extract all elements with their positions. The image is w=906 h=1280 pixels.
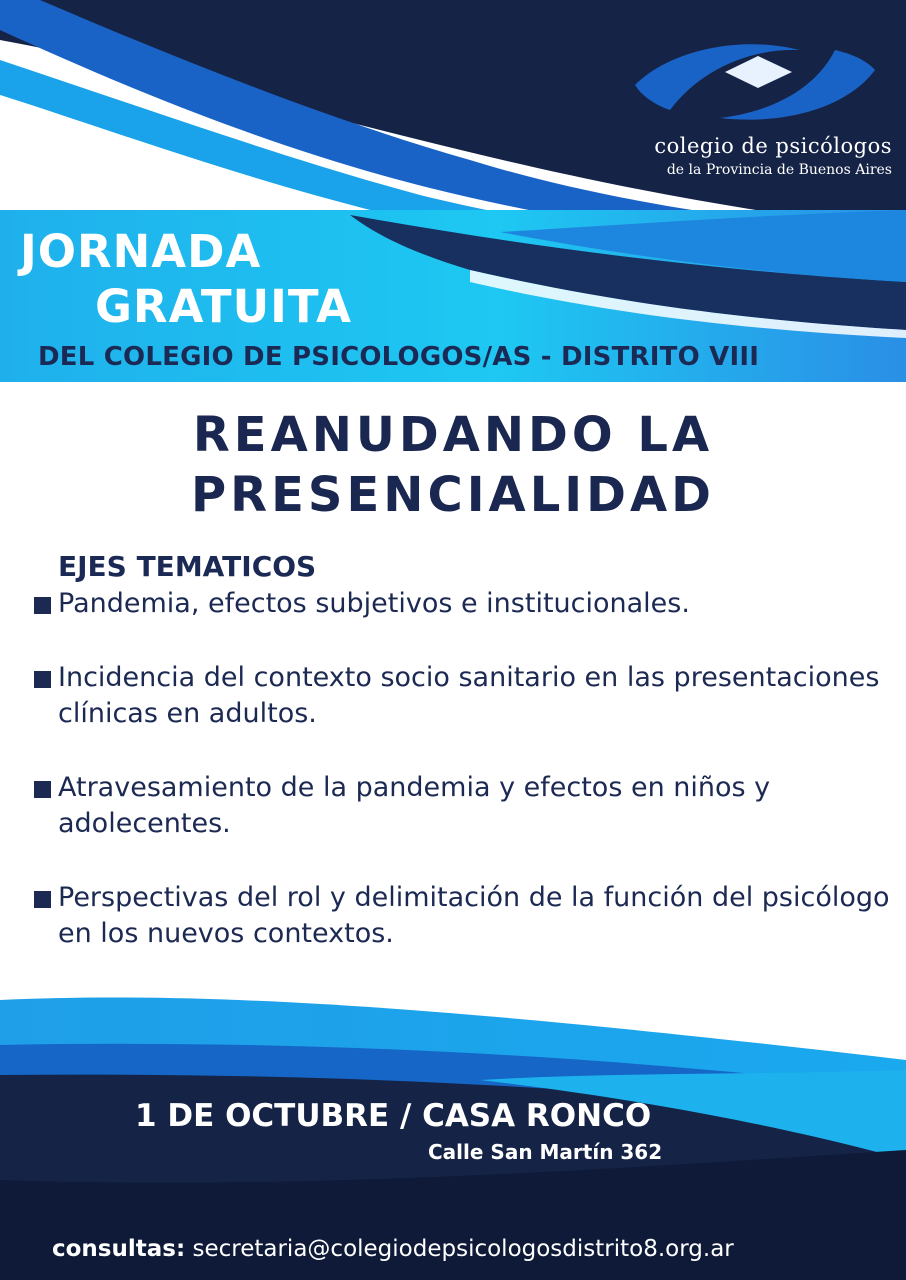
list-item [30, 770, 900, 842]
list-item [30, 586, 900, 622]
list-item-text: Incidencia del contexto socio sanitario en las presentaciones clínicas en adultos. [58, 662, 880, 729]
org-name: colegio de psicólogos [654, 134, 892, 158]
square-bullet-icon [34, 671, 51, 688]
list-item-text: Perspectivas del rol y delimitación de la función del psicólogo en los nuevos contextos. [58, 882, 890, 949]
square-bullet-icon [34, 781, 51, 798]
org-subtitle: de la Provincia de Buenos Aires [666, 162, 892, 178]
headline-line-2: PRESENCIALIDAD [191, 467, 715, 523]
event-date-venue: 1 DE OCTUBRE / CASA RONCO [135, 1098, 652, 1134]
ejes-title: EJES TEMATICOS [58, 550, 317, 583]
org-logo [600, 30, 900, 180]
contact-label: consultas: [52, 1236, 186, 1262]
list-item [30, 880, 900, 952]
contact-line [52, 1236, 734, 1262]
list-item-text: Pandemia, efectos subjetivos e institucionales. [58, 588, 690, 619]
ejes-list [30, 586, 900, 952]
contact-email-link[interactable]: secretaria@colegiodepsicologosdistrito8.org.ar [192, 1236, 734, 1262]
list-item [30, 660, 900, 732]
title-jornada: JORNADA [20, 225, 262, 278]
list-item-text: Atravesamiento de la pandemia y efectos en niños y adolecentes. [58, 772, 771, 839]
event-subtitle: DEL COLEGIO DE PSICOLOGOS/AS - DISTRITO VIII [38, 342, 760, 372]
colegio-eye-logo-icon [630, 30, 880, 130]
square-bullet-icon [34, 891, 51, 908]
event-address: Calle San Martín 362 [428, 1140, 663, 1164]
title-gratuita: GRATUITA [95, 280, 352, 333]
headline-line-1: REANUDANDO LA [192, 407, 714, 463]
main-headline [0, 405, 906, 525]
square-bullet-icon [34, 597, 51, 614]
